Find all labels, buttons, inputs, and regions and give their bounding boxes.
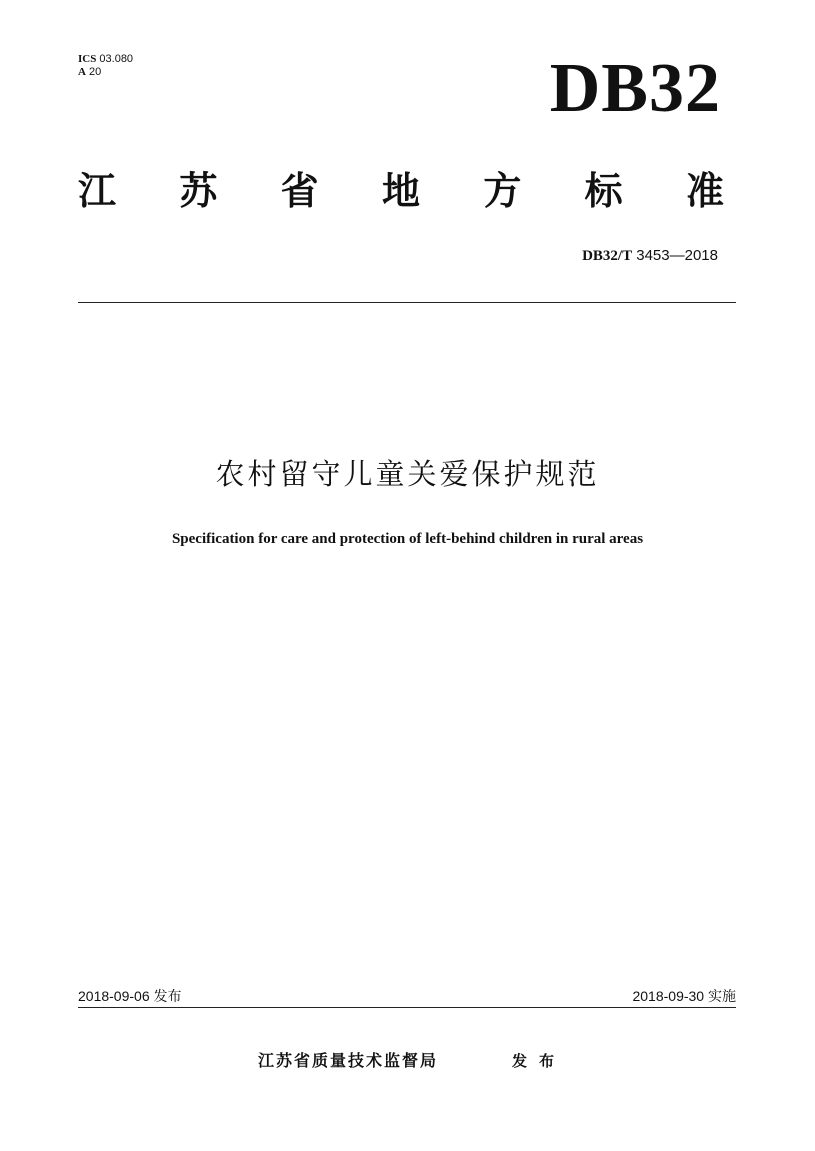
title-char: 标 (584, 169, 623, 213)
ccs-label: A (78, 66, 86, 78)
implement-date-value: 2018-09-30 (632, 988, 705, 1004)
ics-label: ICS (78, 53, 97, 65)
standard-type-title (78, 166, 724, 216)
footer-divider (78, 1007, 736, 1008)
ics-block (78, 53, 133, 79)
ics-code: 03.080 (99, 53, 134, 65)
issuer-name: 江苏省质量技术监督局 (258, 1051, 439, 1070)
title-char: 地 (381, 169, 420, 213)
standard-number-value: 3453—2018 (636, 247, 718, 264)
document-title-en: Specification for care and protection of left-behind children in rural areas (171, 531, 644, 547)
header-divider (78, 302, 736, 303)
issuer-label: 发布 (512, 1052, 567, 1070)
title-char: 准 (685, 169, 724, 213)
implement-date (632, 986, 736, 1006)
title-char: 省 (280, 169, 319, 213)
standard-prefix: DB32/T (582, 248, 633, 264)
release-date-value: 2018-09-06 (78, 988, 150, 1004)
standard-number (582, 247, 718, 265)
ccs-code: 20 (89, 66, 102, 78)
standard-logo-code: DB32 (549, 50, 721, 127)
title-char: 方 (483, 169, 522, 213)
document-title-cn: 农村留守儿童关爱保护规范 (215, 457, 600, 491)
release-date-label: 发布 (153, 988, 182, 1004)
title-char: 江 (78, 169, 117, 213)
implement-date-label: 实施 (708, 988, 736, 1004)
release-date (78, 986, 182, 1006)
title-char: 苏 (179, 169, 218, 213)
